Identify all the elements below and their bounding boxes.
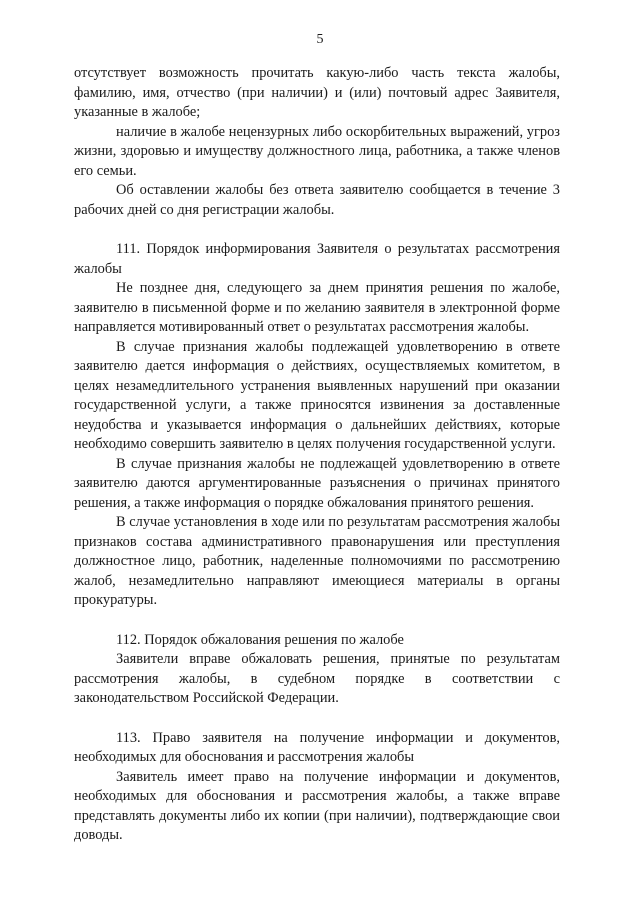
paragraph: Заявитель имеет право на получение информации и документов, необходимых для обоснования и рассмотрения жалобы, а также вправе представлять документы либо их копии (при наличии), подтверждающие свои доводы. xyxy=(74,768,560,843)
section-gap xyxy=(74,611,560,631)
paragraph: Не позднее дня, следующего за днем принятия решения по жалобе, заявителю в письменной форме и по желанию заявителя в электронной форме направляется мотивированный ответ о результатах рассмотрения жалобы. xyxy=(74,280,560,335)
paragraph: В случае признания жалобы не подлежащей удовлетворению в ответе заявителю даются аргументированные разъяснения о причинах принятого решения, а также информация о порядке обжалования принятого решения. xyxy=(74,455,560,511)
paragraph: 112. Порядок обжалования решения по жалобе xyxy=(116,631,404,648)
paragraph: Заявители вправе обжаловать решения, принятые по результатам рассмотрения жалобы, в судебном порядке в соответствии с законодательством Российской Федерации. xyxy=(74,651,560,706)
paragraph: наличие в жалобе нецензурных либо оскорбительных выражений, угроз жизни, здоровью и имуществу должностного лица, работника, а также членов его семьи. xyxy=(74,123,560,179)
paragraph: 113. Право заявителя на получение информации и документов, необходимых для обоснования и рассмотрения жалобы xyxy=(74,729,560,765)
document-body xyxy=(74,64,560,846)
page-number: 5 xyxy=(316,32,324,47)
paragraph: В случае признания жалобы подлежащей удовлетворению в ответе заявителю дается информация о действиях, осуществляемых комитетом, в целях незамедлительного устранения выявленных нарушений при оказании государственной услуги, а также приносятся извинения за доставленные неудобства и указывается информация о дальнейших действиях, которые необходимо совершить заявителю в целях получения государственной услуги. xyxy=(74,338,560,452)
paragraph: В случае установления в ходе или по результатам рассмотрения жалобы признаков состава административного правонарушения или преступления должностное лицо, работник, наделенные полномочиями по рассмотрению жалоб, незамедлительно направляют имеющиеся материалы в органы прокуратуры. xyxy=(74,514,560,608)
section-gap xyxy=(74,220,560,240)
paragraph: Об оставлении жалобы без ответа заявителю сообщается в течение 3 рабочих дней со дня регистрации жалобы. xyxy=(74,182,560,218)
paragraph: 111. Порядок информирования Заявителя о результатах рассмотрения жалобы xyxy=(74,241,560,277)
section-gap xyxy=(74,709,560,729)
paragraph: отсутствует возможность прочитать какую-либо часть текста жалобы, фамилию, имя, отчество (при наличии) и (или) почтовый адрес Заявителя, указанные в жалобе; xyxy=(74,65,560,120)
